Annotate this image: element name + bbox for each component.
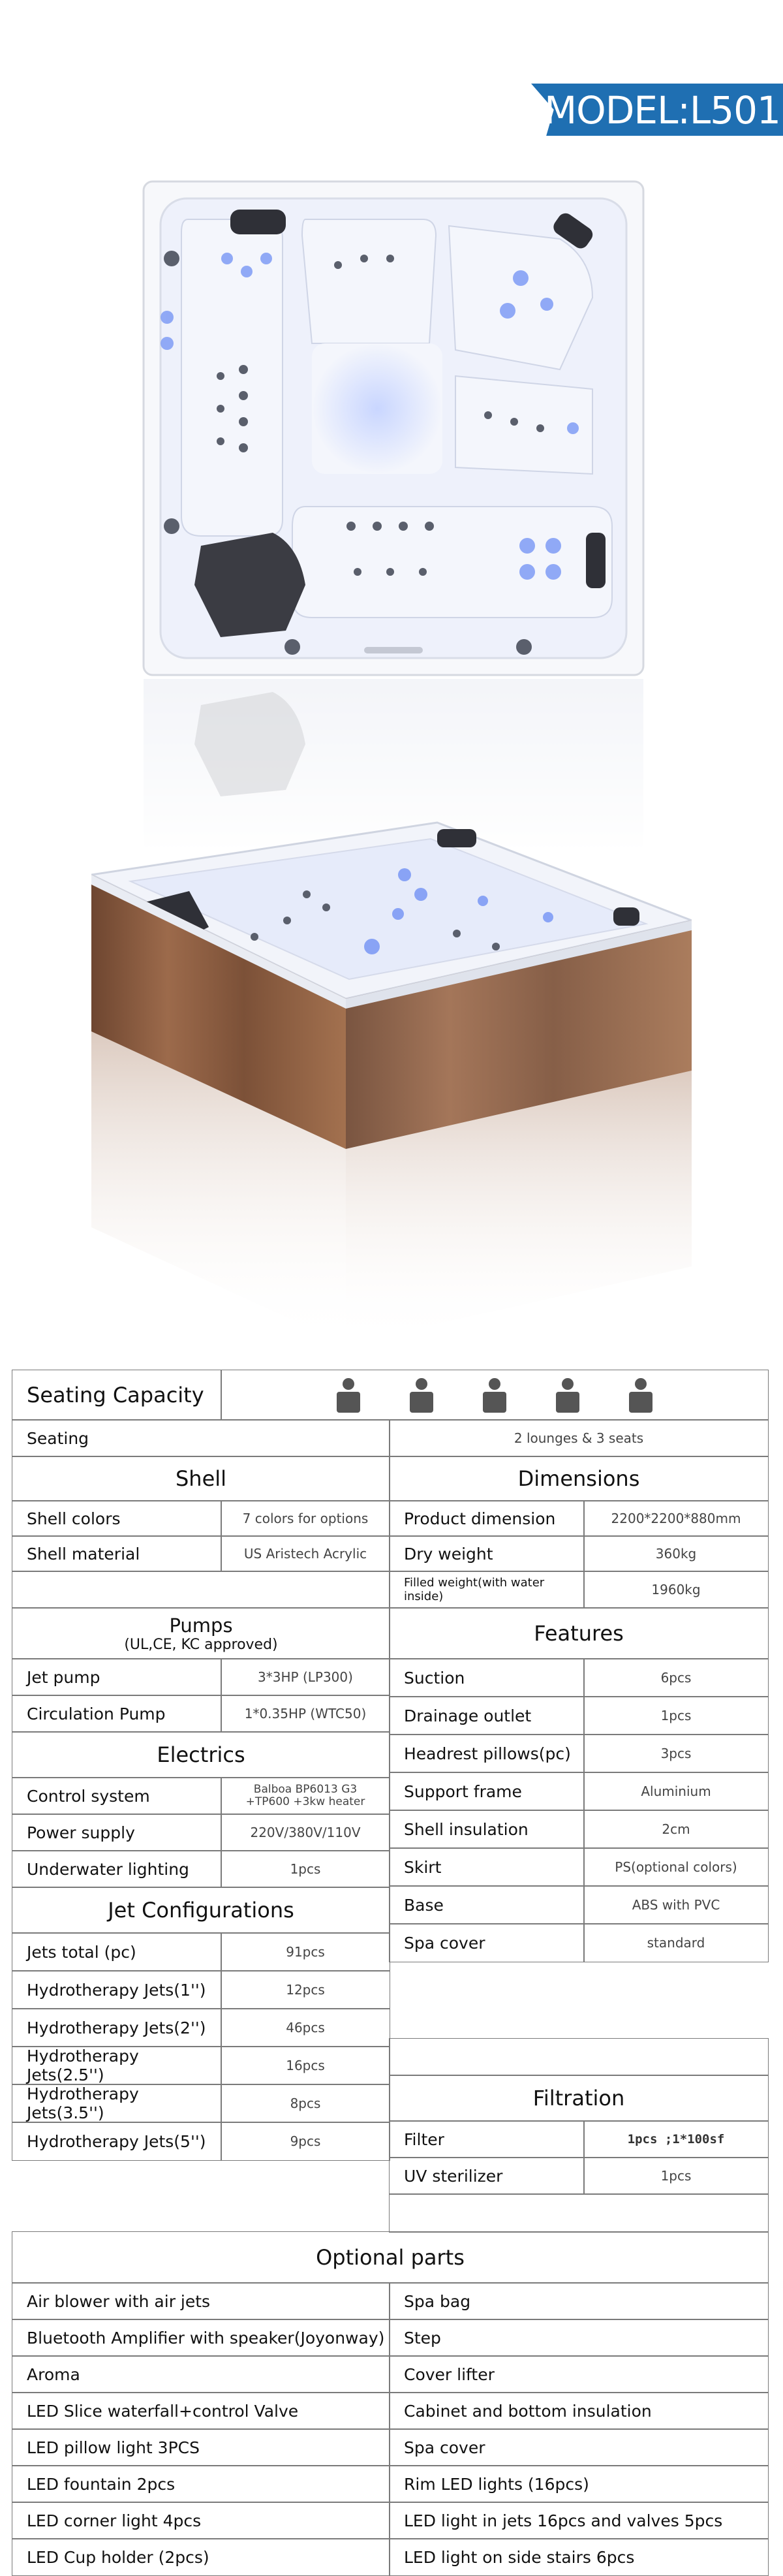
optional-part-item: Cabinet and bottom insulation <box>389 2392 769 2430</box>
feature-value: 2cm <box>583 1810 769 1849</box>
optional-part-item: LED pillow light 3PCS <box>12 2428 390 2466</box>
jet-config-label: Hydrotherapy Jets(1'') <box>12 1970 222 2009</box>
jet-config-value: 9pcs <box>221 2122 390 2161</box>
product-dimension-label: Product dimension <box>389 1500 585 1537</box>
optional-part-item: LED light in jets 16pcs and valves 5pcs <box>389 2502 769 2539</box>
pumps-heading-cell <box>12 1607 390 1659</box>
person-seat-icon <box>407 1377 437 1413</box>
feature-value: Aluminium <box>583 1772 769 1811</box>
product-dimension-value: 2200*2200*880mm <box>583 1500 769 1537</box>
feature-label: Support frame <box>389 1772 585 1811</box>
feature-label: Base <box>389 1885 585 1924</box>
underwater-lighting-value: 1pcs <box>221 1850 390 1888</box>
pumps-heading: Pumps <box>169 1614 233 1637</box>
optional-part-item: Spa cover <box>389 2428 769 2466</box>
control-system-value-cell <box>221 1777 390 1815</box>
optional-parts-heading: Optional parts <box>12 2231 769 2284</box>
empty-cell <box>12 1571 390 1609</box>
feature-value: 6pcs <box>583 1658 769 1697</box>
person-seat-icon <box>333 1377 363 1413</box>
electrics-heading: Electrics <box>12 1731 390 1778</box>
optional-part-item: Aroma <box>12 2355 390 2393</box>
power-supply-label: Power supply <box>12 1814 222 1851</box>
feature-value: PS(optional colors) <box>583 1847 769 1887</box>
feature-label: Spa cover <box>389 1923 585 1962</box>
filtration-heading: Filtration <box>389 2075 769 2122</box>
seating-label: Seating <box>12 1419 390 1457</box>
feature-label: Shell insulation <box>389 1810 585 1849</box>
jet-config-value: 91pcs <box>221 1932 390 1971</box>
empty-cell <box>389 2038 769 2076</box>
person-seat-icon <box>626 1377 656 1413</box>
feature-value: standard <box>583 1923 769 1962</box>
person-seat-icon <box>553 1377 583 1413</box>
power-supply-value: 220V/380V/110V <box>221 1814 390 1851</box>
model-label: MODEL:L501 <box>544 88 780 133</box>
jet-pump-value: 3*3HP (LP300) <box>221 1658 390 1696</box>
dry-weight-value: 360kg <box>583 1535 769 1572</box>
shell-colors-value: 7 colors for options <box>221 1500 390 1537</box>
control-system-label: Control system <box>12 1777 222 1815</box>
seating-capacity-icons <box>221 1370 769 1421</box>
empty-cell <box>389 2193 769 2233</box>
jet-config-value: 8pcs <box>221 2084 390 2123</box>
jet-config-label: Hydrotherapy Jets(3.5'') <box>12 2084 222 2123</box>
hot-tub-top-view-image <box>142 180 645 676</box>
feature-label: Suction <box>389 1658 585 1697</box>
optional-part-item: Bluetooth Amplifier with speaker(Joyonway) <box>12 2319 390 2357</box>
optional-part-item: LED Slice waterfall+control Valve <box>12 2392 390 2430</box>
shell-material-value: US Aristech Acrylic <box>221 1535 390 1572</box>
jet-config-value: 12pcs <box>221 1970 390 2009</box>
seating-value: 2 lounges & 3 seats <box>389 1419 769 1457</box>
jet-config-value: 46pcs <box>221 2008 390 2047</box>
optional-part-item: LED light on side stairs 6pcs <box>389 2538 769 2576</box>
dimensions-heading: Dimensions <box>389 1456 769 1501</box>
filled-weight-value: 1960kg <box>583 1571 769 1609</box>
feature-label: Drainage outlet <box>389 1696 585 1735</box>
circulation-pump-label: Circulation Pump <box>12 1695 222 1733</box>
feature-value: 3pcs <box>583 1734 769 1773</box>
optional-part-item: Air blower with air jets <box>12 2282 390 2320</box>
jet-config-label: Hydrotherapy Jets(2'') <box>12 2008 222 2047</box>
filled-weight-label: Filled weight(with water inside) <box>389 1571 585 1609</box>
pumps-subheading: (UL,CE, KC approved) <box>124 1636 278 1653</box>
jet-config-label: Hydrotherapy Jets(5'') <box>12 2122 222 2161</box>
specification-table <box>12 1370 769 2567</box>
features-heading: Features <box>389 1607 769 1659</box>
filter-label: Filter <box>389 2120 585 2158</box>
optional-part-item: LED corner light 4pcs <box>12 2502 390 2539</box>
optional-part-item: Cover lifter <box>389 2355 769 2393</box>
seating-capacity-label: Seating Capacity <box>12 1370 222 1421</box>
circulation-pump-value: 1*0.35HP (WTC50) <box>221 1695 390 1733</box>
jet-pump-label: Jet pump <box>12 1658 222 1696</box>
optional-part-item: Spa bag <box>389 2282 769 2320</box>
shell-heading: Shell <box>12 1456 390 1501</box>
optional-part-item: LED fountain 2pcs <box>12 2465 390 2503</box>
optional-part-item: Step <box>389 2319 769 2357</box>
uv-sterilizer-label: UV sterilizer <box>389 2157 585 2195</box>
underwater-lighting-label: Underwater lighting <box>12 1850 222 1888</box>
feature-value: ABS with PVC <box>583 1885 769 1924</box>
shell-material-label: Shell material <box>12 1535 222 1572</box>
uv-sterilizer-value: 1pcs <box>583 2157 769 2195</box>
jet-configurations-heading: Jet Configurations <box>12 1887 390 1934</box>
jet-config-value: 16pcs <box>221 2046 390 2085</box>
feature-value: 1pcs <box>583 1696 769 1735</box>
shell-colors-label: Shell colors <box>12 1500 222 1537</box>
hot-tub-perspective-image <box>91 783 692 1345</box>
control-system-value-line2: +TP600 +3kw heater <box>245 1795 365 1808</box>
filter-value: 1pcs ;1*100sf <box>583 2120 769 2158</box>
control-system-value-line1: Balboa BP6013 G3 <box>253 1783 358 1796</box>
person-seat-icon <box>480 1377 510 1413</box>
optional-part-item: LED Cup holder (2pcs) <box>12 2538 390 2576</box>
dry-weight-label: Dry weight <box>389 1535 585 1572</box>
feature-label: Headrest pillows(pc) <box>389 1734 585 1773</box>
jet-config-label: Hydrotherapy Jets(2.5'') <box>12 2046 222 2085</box>
jet-config-label: Jets total (pc) <box>12 1932 222 1971</box>
feature-label: Skirt <box>389 1847 585 1887</box>
optional-part-item: Rim LED lights (16pcs) <box>389 2465 769 2503</box>
